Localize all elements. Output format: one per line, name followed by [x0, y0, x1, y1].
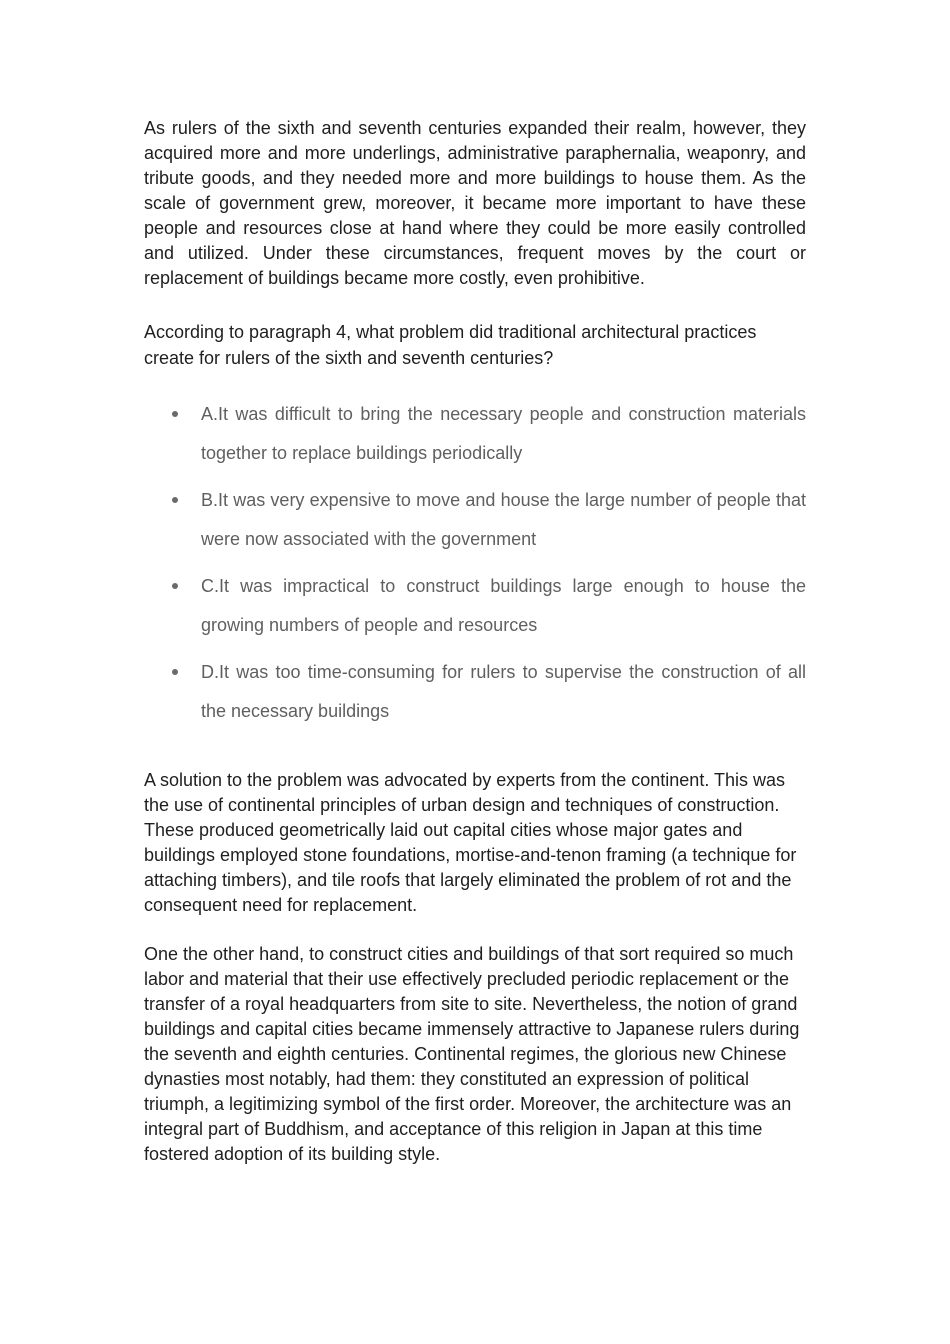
paragraph-3: One the other hand, to construct cities and buildings of that sort required so much labor and material that their use effectively precluded periodic replacement or the transfer of a royal headquarters from site to site. Nevertheless, the notion of grand buildings and capital cities became immensely attractive to Japanese rulers during the seventh and eighth centuries. Continental regimes, the glorious new Chinese dynasties most notably, had them: they constituted an expression of political triumph, a legitimizing symbol of the first order. Moreover, the architecture was an integral part of Buddhism, and acceptance of this religion in Japan at this time fostered adoption of its building style. [144, 944, 800, 1164]
option-a-text: A.It was difficult to bring the necessary people and construction materials together to replace buildings periodically [201, 404, 806, 463]
paragraph-1: As rulers of the sixth and seventh centuries expanded their realm, however, they acquired more and more underlings, administrative paraphernalia, weaponry, and tribute goods, and they needed more and more buildings to house them. As the scale of government grew, moreover, it became more important to have these people and resources close at hand where they could be more easily controlled and utilized. Under these circumstances, frequent moves by the court or replacement of buildings became more costly, even prohibitive. [144, 118, 806, 288]
option-b[interactable] [144, 481, 806, 558]
bullet-icon [172, 497, 178, 503]
bullet-icon [172, 583, 178, 589]
option-d-text: D.It was too time-consuming for rulers to supervise the construction of all the necessary buildings [201, 662, 806, 721]
option-a[interactable] [144, 395, 806, 472]
option-b-text: B.It was very expensive to move and house the large number of people that were now associated with the government [201, 490, 806, 549]
answer-options [144, 395, 806, 730]
bullet-icon [172, 411, 178, 417]
option-c[interactable] [144, 567, 806, 644]
option-c-text: C.It was impractical to construct buildings large enough to house the growing numbers of people and resources [201, 576, 806, 635]
question-text: According to paragraph 4, what problem did traditional architectural practices create for rulers of the sixth and seventh centuries? [144, 322, 757, 368]
paragraph-2: A solution to the problem was advocated by experts from the continent. This was the use of continental principles of urban design and techniques of construction. These produced geometrically laid out capital cities whose major gates and buildings employed stone foundations, mortise-and-tenon framing (a technique for attaching timbers), and tile roofs that largely eliminated the problem of rot and the consequent need for replacement. [144, 770, 797, 915]
option-d[interactable] [144, 653, 806, 730]
bullet-icon [172, 669, 178, 675]
document-page [144, 116, 806, 1167]
